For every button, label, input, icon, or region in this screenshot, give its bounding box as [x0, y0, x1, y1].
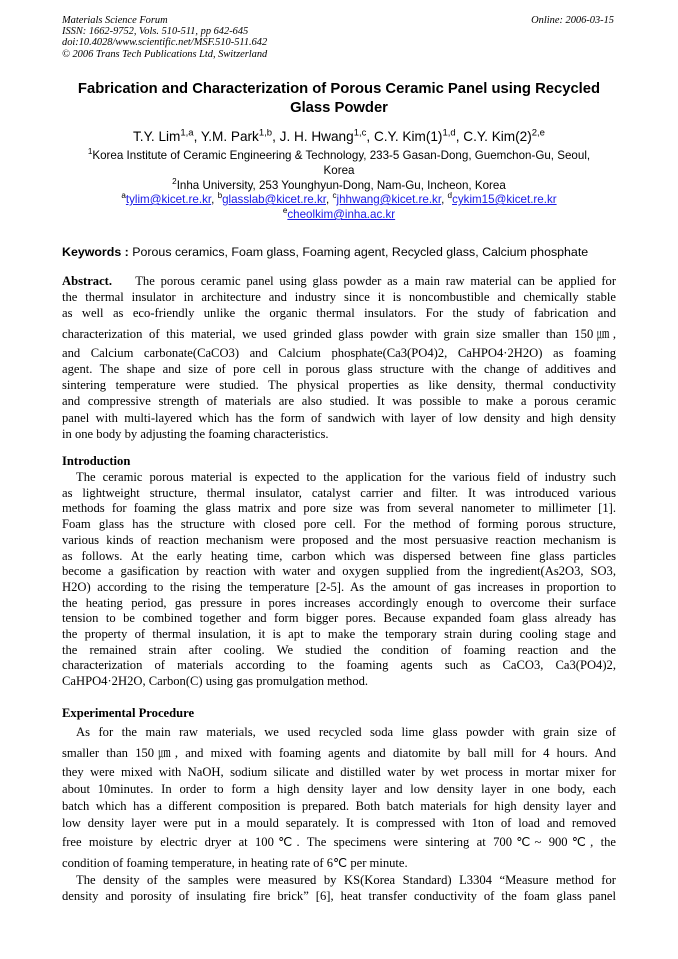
introduction [62, 470, 616, 690]
intro-line: methods for foaming the glass matrix and pore size was from several nanometer to millimeter [1]. [62, 501, 616, 516]
abstract-line: as well as eco-friendly unlike the organic thermal insulators. For the study of fabrication and [62, 306, 616, 321]
affiliation-sup: 2 [172, 177, 177, 187]
author-sup: 2,e [531, 127, 545, 139]
experimental-paragraph-2 [62, 872, 616, 904]
abstract-label: Abstract. [62, 274, 113, 288]
email-sup: d [447, 191, 453, 201]
email-link[interactable]: glasslab@kicet.re.kr [222, 193, 326, 206]
issn-line: ISSN: 1662-9752, Vols. 510-511, pp 642-645 [62, 26, 249, 38]
email-sup: b [217, 191, 223, 201]
journal-name: Materials Science Forum [62, 15, 168, 26]
journal-header [62, 15, 482, 60]
experimental-line: free moisture by electric dryer at 100℃. The specimens were sintering at 700℃~ 900℃, the [62, 835, 616, 849]
experimental-line: density and porosity of insulating fire brick” [6], heat transfer conductivity of the foam glass panel [62, 889, 616, 903]
intro-line: as lightweight structure, thermal insulator, catalyst carrier and filter. It was introduced various [62, 485, 616, 500]
affiliation-1-line-1: Korea Institute of Ceramic Engineering & Technology, 233-5 Gasan-Dong, Guemchon-Gu, Seoul, [92, 149, 591, 162]
abstract-line: and compressive strength of materials are also studied. It was possible to make a porous ceramic [62, 394, 616, 409]
abstract-line: the thermal insulator in architecture and industry since it is noncombustible and chemically stable [62, 290, 616, 305]
author-sup: 1,b [258, 127, 273, 139]
intro-line: The ceramic porous material is expected to the application for the various field of industry such [76, 470, 616, 484]
experimental-line: low density layer were put in a mould separately. It is compressed with 1ton of load and removed [62, 816, 616, 830]
intro-line: tension to be combined together and form bigger pores. Because expanded foam glass already has [62, 611, 616, 626]
introduction-heading: Introduction [62, 454, 131, 468]
experimental-line: about 10minutes. In order to form a high density layer and low density layer in one body, each [62, 782, 616, 796]
affiliation-2-text: Inha University, 253 Younghyun-Dong, Nam-Gu, Incheon, Korea [176, 179, 506, 192]
keywords-label: Keywords : [62, 245, 129, 259]
email-sup: e [282, 206, 288, 216]
email-sup: a [121, 191, 126, 201]
affiliation-1 [62, 148, 616, 178]
keywords [62, 244, 616, 260]
experimental-line: smaller than 150㎛, and mixed with foaming agents and diatomite by ball mill for 4 hours. And [62, 746, 616, 760]
intro-line: Foam glass has the structure with closed pore cell. For the method of forming porous structure, [62, 517, 616, 532]
intro-line: various kinds of reaction mechanism were proposed and the most persuasive reaction mechanism is [62, 532, 616, 547]
author-list: T.Y. Lim$^{1,a}$, Y.M. Park$^{1,b}$, J. H. Hwang$^{1,c}$, C.Y. $Kim(1)^{1,d}$, C.Y. $Kim(2)^{2,e}$ [133, 127, 545, 144]
intro-line: the heating period, gas pressure in pores increases accordingly enough to overcome their surface [62, 595, 616, 610]
affiliation-sup: 1 [87, 147, 93, 157]
abstract-line: Abstract. The porous ceramic panel using glass powder as a main raw material can be applied for [62, 274, 617, 288]
abstract [62, 273, 616, 442]
abstract-line: in one body by adjusting the foaming characteristics. [62, 426, 329, 441]
experimental-line: they were mixed with NaOH, sodium silicate and distilled water by wet process in mortar mixer for [62, 765, 616, 779]
intro-line: H2O) according to the rising the temperature [2-5]. As the amount of gas increases in proportion to [62, 579, 616, 594]
doi-line: doi:10.4028/www.scientific.net/MSF.510-511.642 [62, 37, 268, 49]
author-name: C.Y. Kim(1) [373, 129, 443, 144]
experimental-line: batch which has a different composition is prepared. Both batch materials for high density layer and [62, 799, 616, 813]
abstract-line: agent. The shape and size of pore cell in porous glass structure with the change of additives and [62, 362, 616, 377]
keywords-text: Porous ceramics, Foam glass, Foaming agent, Recycled glass, Calcium phosphate [132, 245, 589, 259]
email-link[interactable]: jhhwang@kicet.re.kr [336, 193, 442, 206]
abstract-line: panel with multi-layered which has the form of sandwich with layer of low density and high density [62, 410, 616, 425]
copyright-line: © 2006 Trans Tech Publications Ltd, Switzerland [62, 48, 268, 60]
intro-line: as follows. At the early heating time, carbon which was dispersed between fine glass particles [62, 548, 616, 563]
intro-line: become a gasification by reaction with water and oxygen supplied from the ingredient(As2O3, SO3, [62, 564, 616, 579]
affiliation-2 [62, 178, 616, 193]
intro-line: characterization of materials according to the foaming agents such as CaCO3, Ca3(PO4)2, [62, 658, 616, 673]
email-link[interactable]: cykim15@kicet.re.kr [452, 193, 557, 206]
title-line-1: Fabrication and Characterization of Porous Ceramic Panel using Recycled [77, 81, 601, 97]
email-list: $^a$tylim@kicet.re.kr, $^b$glasslab@kicet.re.kr, $^c$jhhwang@kicet.re.kr, $^d$cykim15@kicet.re.kr $^e$cheolkim@inha.ac.kr [121, 191, 557, 221]
intro-line: the property of thermal insulation, it is apt to make the temporary strain during cooling stage and [62, 627, 616, 642]
intro-line: CaHPO4·2H2O, Carbon(C) using gas promulgation method. [62, 674, 369, 689]
experimental-line: The density of the samples were measured by KS(Korea Standard) L3304 “Measure method for [76, 873, 616, 887]
experimental-procedure [62, 722, 616, 874]
experimental-line: As for the main raw materials, we used recycled soda lime glass powder with grain size of [76, 725, 616, 739]
author-sup: 1,c [353, 127, 367, 139]
title-line-2: Glass Powder [290, 100, 388, 116]
author-name: C.Y. Kim(2) [463, 129, 532, 144]
abstract-line: characterization of this material, we used grinded glass powder with grain size smaller than 150㎛, [62, 326, 616, 341]
abstract-line: and Calcium carbonate(CaCO3) and Calcium phosphate(Ca3(PO4)2, CaHPO4·2H2O) as foaming [62, 345, 616, 360]
author-name: Y.M. Park [200, 129, 259, 144]
author-sup: 1,a [180, 127, 194, 139]
author-sup: 1,d [442, 127, 456, 139]
abstract-line: sintering temperature were studied. The physical properties as like density, thermal conductivity [62, 378, 616, 393]
affiliation-1-line-2: Korea [323, 164, 355, 177]
experimental-heading: Experimental Procedure [62, 706, 195, 720]
online-date: Online: 2006-03-15 [531, 15, 614, 26]
author-name: J. H. Hwang [279, 129, 354, 144]
experimental-line: condition of foaming temperature, in heating rate of 6℃ per minute. [62, 856, 408, 870]
email-sup: c [332, 191, 337, 201]
author-name: T.Y. Lim [133, 129, 181, 144]
email-link[interactable]: cheolkim@inha.ac.kr [287, 208, 396, 221]
paper-title [62, 80, 616, 118]
email-link[interactable]: tylim@kicet.re.kr [125, 193, 212, 206]
intro-line: the remained strain after cooling. We studied the condition of foaming reaction and the [62, 642, 616, 657]
